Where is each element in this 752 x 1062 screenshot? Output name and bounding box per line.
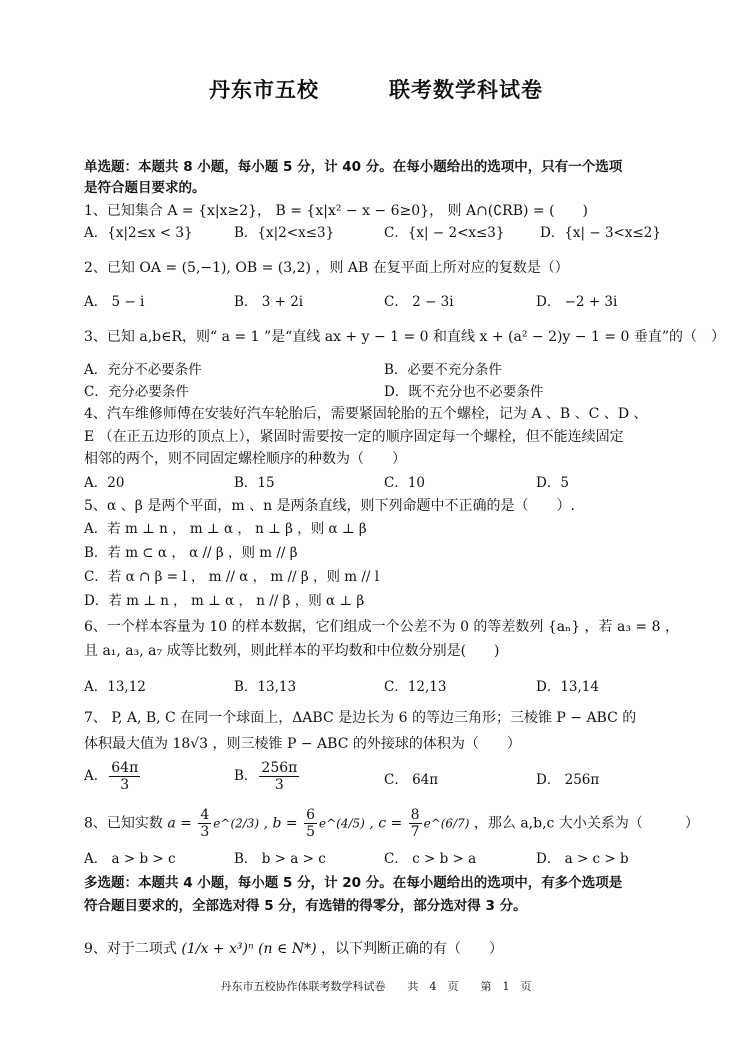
q4-line2: E （在正五边形的顶点上），紧固时需要按一定的顺序固定每一个螺栓，但不能连续固定 [84, 429, 624, 445]
q6-option-a: A．13,12 [84, 679, 146, 695]
q8-option-d: D． a > c > b [536, 851, 629, 867]
q7-option-a-fraction: $\frac{64\pi}{3}$ [111, 760, 139, 793]
q8-c-fraction: $\frac{8}{7}$ [410, 807, 420, 840]
q5-option-b: B．若 m ⊂ α ， α // β ，则 m // β [84, 545, 298, 561]
q7-option-b: B． $\frac{256\pi}{3}$ [234, 760, 298, 793]
q4-option-a: A．20 [84, 475, 125, 491]
q5-option-a: A．若 m ⊥ n ， m ⊥ α ， n ⊥ β ，则 α ⊥ β [84, 521, 367, 537]
q4-line1: 4、汽车维修师傅在安装好汽车轮胎后，需要紧固轮胎的五个螺栓，记为 A 、B 、C 、D 、 [84, 406, 648, 422]
q8-option-c: C． c > b > a [384, 851, 477, 867]
page-footer: 丹东市五校协作体联考数学科试卷 共 4 页 第 1 页 [220, 980, 532, 993]
section1-heading-line2: 是符合题目要求的。 [84, 180, 206, 196]
q7-option-d: D． 256π [536, 772, 600, 788]
q6-option-c: C．12,13 [384, 679, 447, 695]
q2-option-b: B． 3 + 2i [234, 294, 304, 310]
q4-option-b: B．15 [234, 475, 275, 491]
q9-stem: 9、对于二项式 (1/x + x³)ⁿ (n ∈ N*) ，以下判断正确的有（ ） [84, 941, 503, 957]
q7-option-c: C． 64π [384, 772, 439, 788]
exam-title-left: 丹东市五校 [209, 78, 319, 102]
q7-line2: 体积最大值为 18√3 ，则三棱锥 P − ABC 的外接球的体积为（ ） [84, 736, 521, 752]
q2-option-d: D． −2 + 3i [536, 294, 618, 310]
q9-binomial-expression: (1/x + x³)ⁿ (n ∈ N*) [181, 941, 317, 957]
q4-line3: 相邻的两个，则不同固定螺栓顺序的种数为（ ） [84, 451, 406, 467]
q8-a-fraction: $\frac{4}{3}$ [200, 807, 210, 840]
section1-heading-line1: 单选题：本题共 8 小题，每小题 5 分，计 40 分。在每小题给出的选项中，只有一个选项 [84, 159, 623, 175]
q5-stem: 5、α 、β 是两个平面，m 、n 是两条直线，则下列命题中不正确的是（ ）. [84, 498, 575, 514]
q1-option-d: D．{x| − 3<x≤2} [540, 225, 661, 241]
q1-option-a: A．{x|2≤x < 3} [84, 225, 193, 241]
q6-option-d: D．13,14 [536, 679, 599, 695]
q7-option-b-fraction: $\frac{256\pi}{3}$ [261, 760, 298, 793]
q8-option-a: A． a > b > c [84, 851, 176, 867]
q2-option-c: C． 2 − 3i [384, 294, 454, 310]
q1-stem: 1、已知集合 A = {x|x≥2}， B = {x|x² − x − 6≥0}， 则 A∩(∁RB) = ( ) [84, 203, 589, 219]
q8-option-b: B． b > a > c [234, 851, 326, 867]
q8-b-fraction: $\frac{6}{5}$ [306, 807, 315, 840]
q6-line1: 6、一个样本容量为 10 的样本数据，它们组成一个公差不为 0 的等差数列 {aₙ} ，若 a₃ = 8 ， [84, 619, 679, 635]
q4-option-c: C．10 [384, 475, 426, 491]
q2-option-a: A． 5 − i [84, 294, 145, 310]
q1-option-b: B．{x|2<x≤3} [234, 225, 335, 241]
q5-option-d: D．若 m ⊥ n ， m ⊥ α ， n // β ，则 α ⊥ β [84, 593, 365, 609]
exam-title [0, 74, 752, 104]
q5-option-c: C．若 α ∩ β = l ， m // α ， m // β ，则 m // l [84, 569, 380, 585]
q3-option-a: A．充分不必要条件 [84, 362, 202, 378]
q3-stem: 3、已知 a,b∈R，则“ a = 1 ”是“直线 ax + y − 1 = 0 和直线 x + (a² − 2)y − 1 = 0 垂直”的（ ） [84, 329, 726, 345]
q3-option-c: C．充分必要条件 [84, 384, 189, 400]
q2-stem: 2、已知 OA = (5,−1), OB = (3,2) ，则 AB 在复平面上所对应的复数是（） [84, 260, 569, 276]
q4-option-d: D．5 [536, 475, 569, 491]
q3-option-b: B．必要不充分条件 [384, 362, 502, 378]
q1-option-c: C．{x| − 2<x≤3} [384, 225, 505, 241]
q7-option-a: A． $\frac{64\pi}{3}$ [84, 760, 139, 793]
section2-heading-line1: 多选题：本题共 4 小题，每小题 5 分，计 20 分。在每小题给出的选项中，有多个选项是 [84, 875, 623, 891]
q7-line1: 7、 P, A, B, C 在同一个球面上，ΔABC 是边长为 6 的等边三角形；三棱锥 P − ABC 的 [84, 710, 637, 726]
q6-option-b: B．13,13 [234, 679, 297, 695]
q3-option-d: D．既不充分也不必要条件 [384, 384, 544, 400]
exam-title-right: 联考数学科试卷 [389, 78, 543, 102]
section2-heading-line2: 符合题目要求的，全部选对得 5 分，有选错的得零分，部分选对得 3 分。 [84, 898, 527, 914]
q8-stem: 8、已知实数 a = $\frac{4}{3}$ e^(2/3) , b = $\frac{6}{5}$ e^(4/5) , c = $\frac{8}{7}$ e^(6/7) ，那么 a,b,c 大小关系为（ ） [84, 807, 699, 840]
q6-line2: 且 a₁, a₃, a₇ 成等比数列，则此样本的平均数和中位数分别是( ) [84, 643, 500, 659]
